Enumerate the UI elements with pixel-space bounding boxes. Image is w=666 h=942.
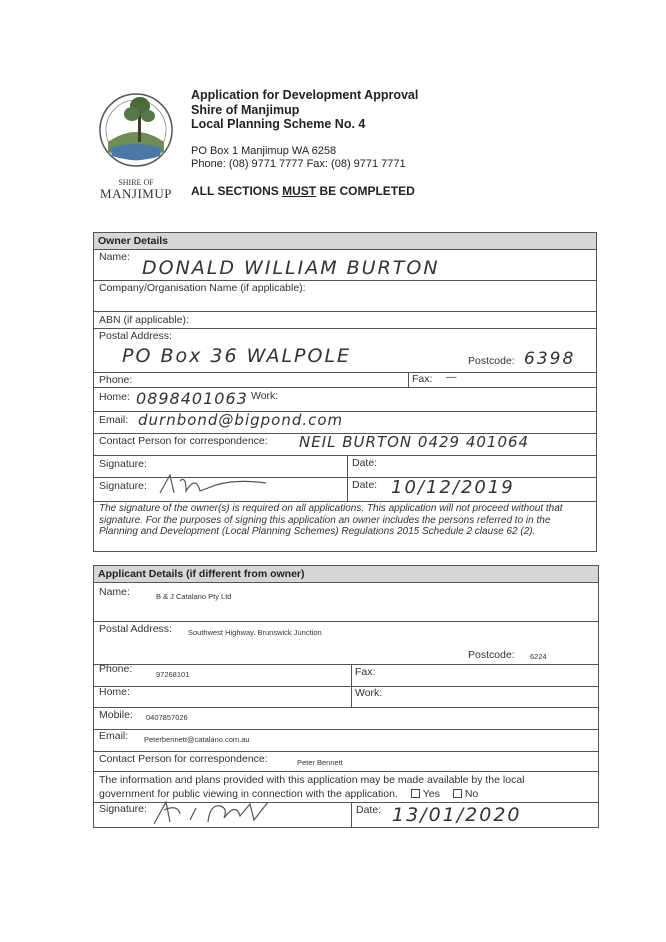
applicant-email-label: Email: <box>99 730 129 742</box>
owner-phone-label: Phone: <box>99 374 133 386</box>
owner-signature2-label: Signature: <box>99 480 147 492</box>
applicant-postcode-label: Postcode: <box>468 649 515 661</box>
applicant-name-label: Name: <box>99 586 130 598</box>
applicant-name-value[interactable]: B & J Catalano Pty Ltd <box>156 592 232 601</box>
no-checkbox[interactable] <box>453 789 462 798</box>
owner-date-label: Date: <box>352 457 378 469</box>
owner-contact-value[interactable]: NEIL BURTON 0429 401064 <box>299 433 530 451</box>
logo-shire-of: SHIRE OF <box>118 178 154 187</box>
applicant-postcode-value[interactable]: 6224 <box>530 652 547 661</box>
applicant-mobile-value[interactable]: 0407857026 <box>146 713 188 722</box>
phone-fax: Phone: (08) 9771 7777 Fax: (08) 9771 7771 <box>191 158 406 170</box>
owner-email-label: Email: <box>99 414 129 426</box>
applicant-date-label: Date: <box>356 804 382 816</box>
no-label: No <box>464 788 479 800</box>
applicant-fax-label: Fax: <box>355 666 376 678</box>
postal-address: PO Box 1 Manjimup WA 6258 <box>191 145 337 157</box>
applicant-mobile-label: Mobile: <box>99 709 133 721</box>
owner-signature-note: The signature of the owner(s) is required on all applications. This application will not proceed without that signature. For the purposes of signing this application an owner includes the persons referred to in the Planning and Development (Local Planning Schemes) Regulations 2015 Schedule 2 clause 62 (2). <box>99 503 563 537</box>
applicant-home-label: Home: <box>99 686 130 698</box>
applicant-section-title: Applicant Details (if different from owner) <box>94 566 598 583</box>
owner-details-section <box>93 232 597 552</box>
applicant-contact-label: Contact Person for correspondence: <box>99 753 268 765</box>
must-complete-notice: ALL SECTIONS MUST BE COMPLETED <box>191 184 415 198</box>
applicant-signature-label: Signature: <box>99 803 147 815</box>
yes-checkbox[interactable] <box>411 789 420 798</box>
applicant-phone-value[interactable]: 97268101 <box>156 670 190 679</box>
owner-email-value[interactable]: durnbond@bigpond.com <box>138 411 344 429</box>
applicant-info-line1: The information and plans provided with this application may be made available by the local <box>99 774 525 786</box>
applicant-email-value[interactable]: Peterbennett@catalano.com.au <box>144 735 250 744</box>
applicant-signature-scribble[interactable] <box>150 798 290 828</box>
shire-contact <box>191 145 406 171</box>
applicant-postal-value[interactable]: Southwest Highway, Brunswick Junction <box>188 628 322 637</box>
owner-abn-label: ABN (if applicable): <box>99 314 189 326</box>
title-line-2: Shire of Manjimup <box>191 102 300 117</box>
owner-signature-label: Signature: <box>99 458 147 470</box>
owner-postal-value[interactable]: PO Box 36 WALPOLE <box>122 345 352 367</box>
owner-postcode-label: Postcode: <box>468 355 515 367</box>
applicant-phone-label: Phone: <box>99 663 133 675</box>
owner-contact-label: Contact Person for correspondence: <box>99 435 268 447</box>
owner-home-label: Home: <box>99 391 130 403</box>
owner-fax-label: Fax: <box>412 373 433 385</box>
owner-section-title: Owner Details <box>94 233 596 250</box>
title-line-3: Local Planning Scheme No. 4 <box>191 117 366 131</box>
owner-fax-value[interactable]: — <box>446 371 457 383</box>
applicant-info-line2: government for public viewing in connection with the application. <box>99 788 398 800</box>
owner-name-value[interactable]: DONALD WILLIAM BURTON <box>142 257 440 279</box>
owner-name-label: Name: <box>99 251 130 263</box>
applicant-postal-label: Postal Address: <box>99 623 172 635</box>
document-title <box>191 88 418 132</box>
title-line-1: Application for Development Approval <box>191 88 419 102</box>
owner-postcode-value[interactable]: 6398 <box>524 349 576 369</box>
owner-signature-scribble[interactable] <box>156 471 276 501</box>
owner-work-label: Work: <box>251 390 279 402</box>
owner-home-value[interactable]: 0898401063 <box>136 389 248 408</box>
applicant-date-value[interactable]: 13/01/2020 <box>392 804 522 826</box>
yes-label: Yes <box>422 788 440 800</box>
logo-manjimup: MANJIMUP <box>100 186 172 201</box>
applicant-work-label: Work: <box>355 687 383 699</box>
owner-postal-label: Postal Address: <box>99 330 172 342</box>
owner-company-label: Company/Organisation Name (if applicable): <box>99 282 306 294</box>
applicant-contact-value[interactable]: Peter Bennett <box>297 758 343 767</box>
owner-date2-label: Date: <box>352 479 378 491</box>
applicant-details-section <box>93 565 599 828</box>
owner-date2-value[interactable]: 10/12/2019 <box>391 477 515 498</box>
